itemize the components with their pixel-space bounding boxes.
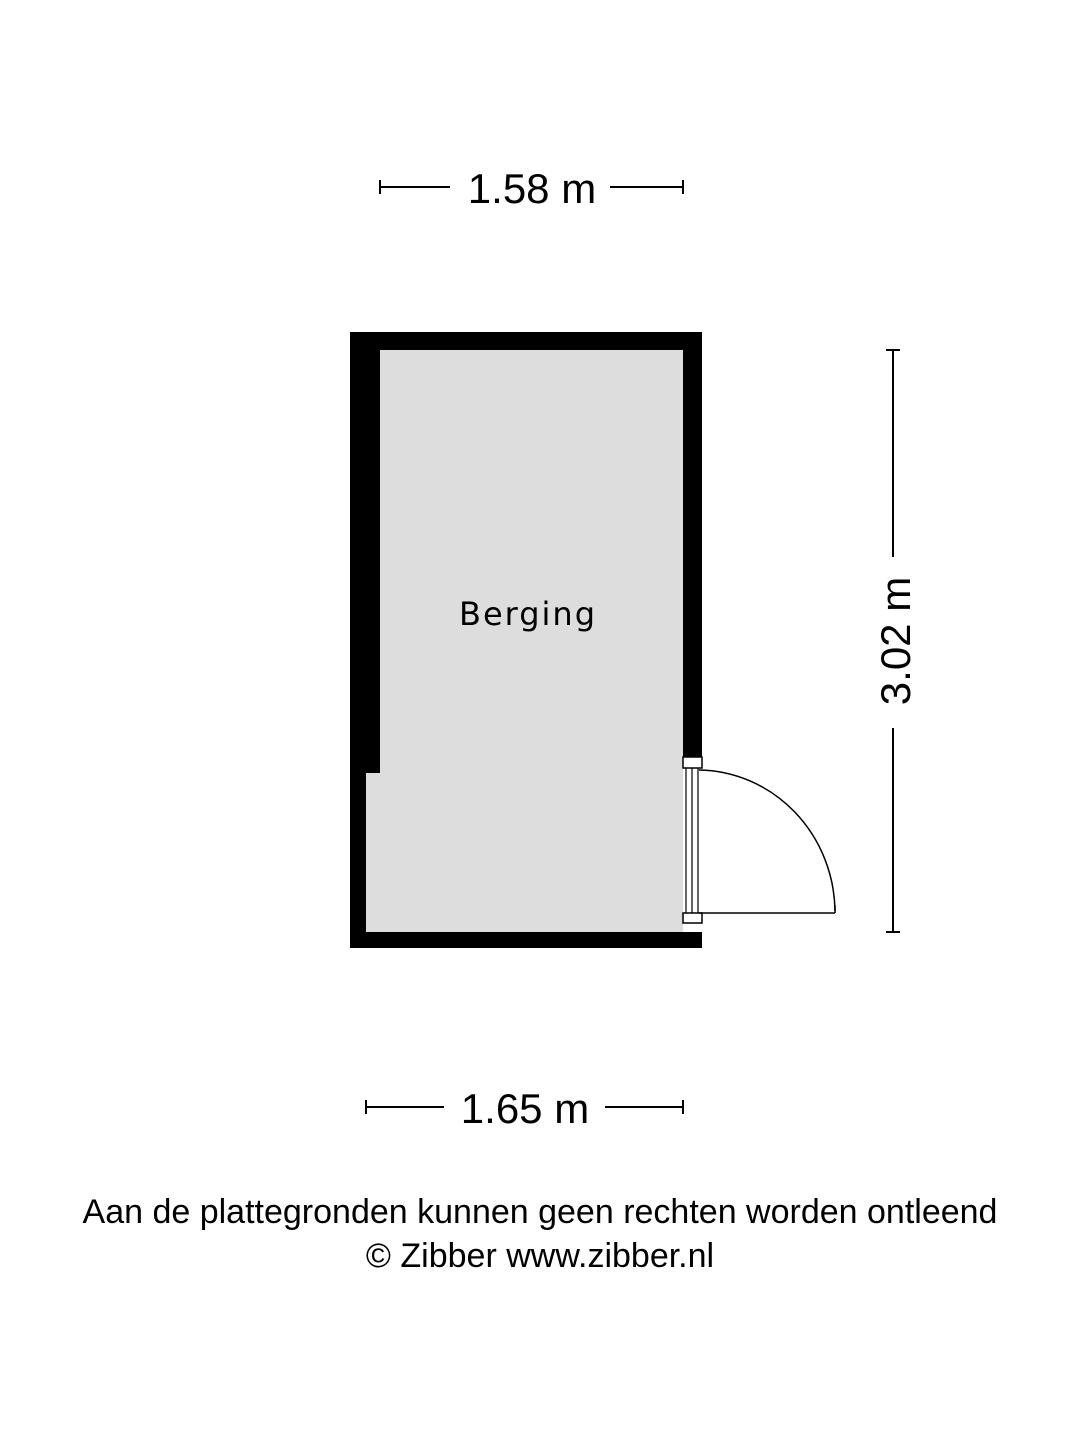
dimension-top-label: 1.58 m <box>467 165 597 212</box>
copyright-text: © Zibber www.zibber.nl <box>365 1237 715 1275</box>
dimension-right <box>872 350 919 932</box>
dimension-bottom-label: 1.65 m <box>460 1085 590 1132</box>
dimension-right-label: 3.02 m <box>872 576 919 706</box>
door <box>683 757 835 932</box>
dimension-bottom <box>366 1085 683 1132</box>
room-label: Berging <box>458 595 598 633</box>
room-floor <box>366 350 683 932</box>
disclaimer-text: Aan de plattegronden kunnen geen rechten worden ontleend <box>82 1193 998 1231</box>
dimension-top <box>380 165 683 212</box>
